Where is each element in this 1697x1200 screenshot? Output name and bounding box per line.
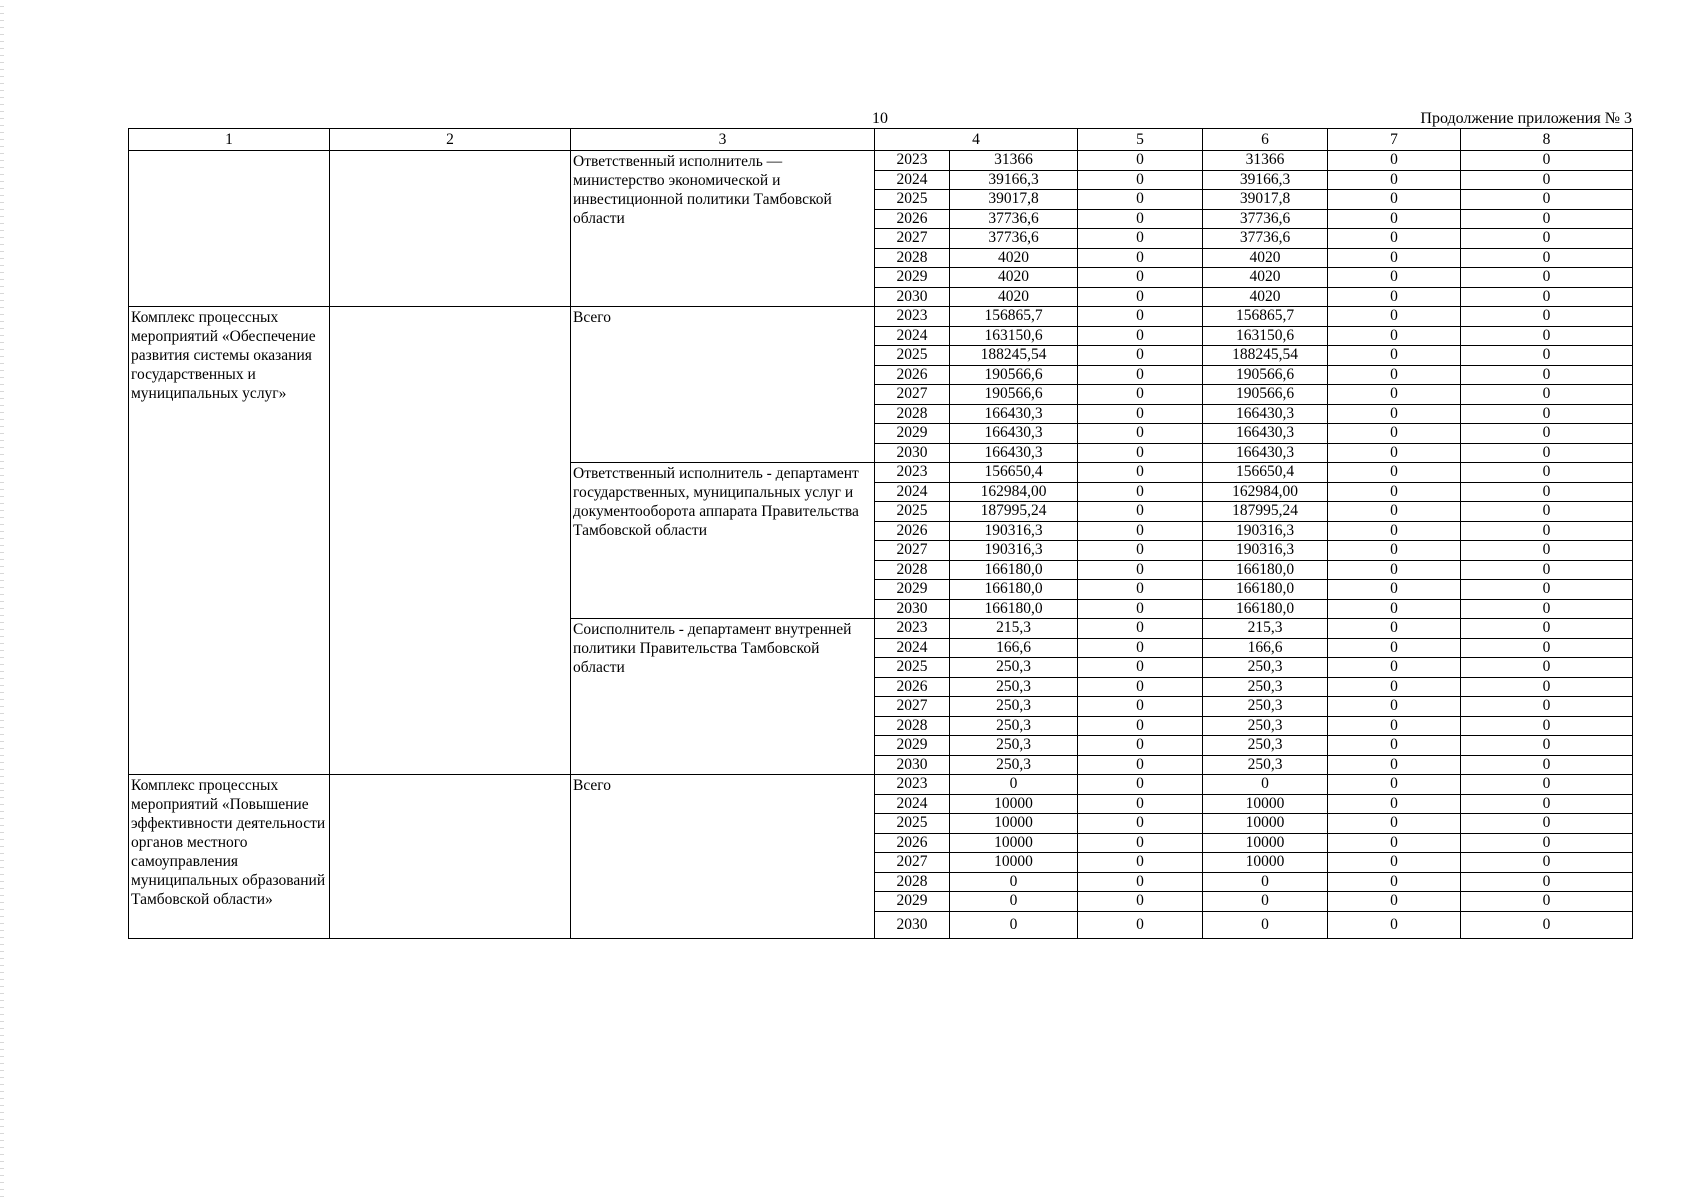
amount-col5-cell: 0	[1078, 151, 1203, 171]
year-cell: 2025	[875, 814, 950, 834]
amount-col7-cell: 0	[1328, 326, 1461, 346]
appendix-caption: Продолжение приложения № 3	[1420, 110, 1632, 127]
amount-col8-cell: 0	[1461, 385, 1633, 405]
amount-col7-cell: 0	[1328, 638, 1461, 658]
year-cell: 2024	[875, 638, 950, 658]
amount-col7-cell: 0	[1328, 814, 1461, 834]
page-number: 10	[872, 110, 888, 127]
amount-col6-cell: 0	[1203, 775, 1328, 795]
year-cell: 2028	[875, 716, 950, 736]
program-col2-cell	[330, 151, 571, 307]
header-row	[129, 129, 1633, 151]
amount-col6-cell: 166180,0	[1203, 560, 1328, 580]
year-cell: 2030	[875, 911, 950, 938]
program-name-cell	[129, 151, 330, 307]
amount-col4-cell: 162984,00	[950, 482, 1078, 502]
amount-col8-cell: 0	[1461, 521, 1633, 541]
amount-col4-cell: 190566,6	[950, 385, 1078, 405]
amount-col7-cell: 0	[1328, 677, 1461, 697]
amount-col7-cell: 0	[1328, 580, 1461, 600]
amount-col8-cell: 0	[1461, 872, 1633, 892]
amount-col4-cell: 166180,0	[950, 599, 1078, 619]
executor-cell: Ответственный исполнитель - департамент государственных, муниципальных услуг и документооборота аппарата Правительства Тамбовской области	[571, 463, 875, 619]
year-cell: 2024	[875, 170, 950, 190]
amount-col4-cell: 250,3	[950, 658, 1078, 678]
amount-col6-cell: 250,3	[1203, 755, 1328, 775]
amount-col8-cell: 0	[1461, 911, 1633, 938]
amount-col4-cell: 250,3	[950, 677, 1078, 697]
amount-col8-cell: 0	[1461, 287, 1633, 307]
amount-col8-cell: 0	[1461, 424, 1633, 444]
amount-col5-cell: 0	[1078, 463, 1203, 483]
amount-col7-cell: 0	[1328, 599, 1461, 619]
year-cell: 2025	[875, 502, 950, 522]
amount-col6-cell: 4020	[1203, 248, 1328, 268]
amount-col4-cell: 250,3	[950, 697, 1078, 717]
amount-col8-cell: 0	[1461, 853, 1633, 873]
amount-col4-cell: 190316,3	[950, 541, 1078, 561]
executor-cell: Соисполнитель - департамент внутренней политики Правительства Тамбовской области	[571, 619, 875, 775]
amount-col4-cell: 166430,3	[950, 404, 1078, 424]
amount-col6-cell: 187995,24	[1203, 502, 1328, 522]
amount-col4-cell: 10000	[950, 853, 1078, 873]
amount-col8-cell: 0	[1461, 443, 1633, 463]
amount-col7-cell: 0	[1328, 170, 1461, 190]
table-row	[129, 307, 1633, 327]
amount-col4-cell: 37736,6	[950, 229, 1078, 249]
year-cell: 2026	[875, 365, 950, 385]
amount-col8-cell: 0	[1461, 229, 1633, 249]
amount-col6-cell: 10000	[1203, 814, 1328, 834]
amount-col5-cell: 0	[1078, 287, 1203, 307]
amount-col5-cell: 0	[1078, 502, 1203, 522]
amount-col8-cell: 0	[1461, 404, 1633, 424]
program-name-cell: Комплекс процессных мероприятий «Повышение эффективности деятельности органов местного самоуправления муниципальных образований Тамбовской области»	[129, 775, 330, 939]
year-cell: 2029	[875, 736, 950, 756]
amount-col4-cell: 166180,0	[950, 580, 1078, 600]
amount-col8-cell: 0	[1461, 170, 1633, 190]
amount-col8-cell: 0	[1461, 190, 1633, 210]
amount-col8-cell: 0	[1461, 833, 1633, 853]
amount-col4-cell: 163150,6	[950, 326, 1078, 346]
scan-edge	[0, 0, 4, 1200]
program-col2-cell	[330, 775, 571, 939]
amount-col4-cell: 0	[950, 892, 1078, 912]
amount-col8-cell: 0	[1461, 463, 1633, 483]
amount-col6-cell: 190566,6	[1203, 365, 1328, 385]
amount-col6-cell: 166430,3	[1203, 443, 1328, 463]
amount-col6-cell: 250,3	[1203, 716, 1328, 736]
amount-col4-cell: 250,3	[950, 755, 1078, 775]
header-cell: 8	[1461, 129, 1633, 151]
amount-col4-cell: 4020	[950, 287, 1078, 307]
amount-col6-cell: 31366	[1203, 151, 1328, 171]
header-cell: 1	[129, 129, 330, 151]
amount-col7-cell: 0	[1328, 248, 1461, 268]
amount-col7-cell: 0	[1328, 755, 1461, 775]
year-cell: 2024	[875, 482, 950, 502]
amount-col7-cell: 0	[1328, 365, 1461, 385]
amount-col4-cell: 10000	[950, 833, 1078, 853]
amount-col6-cell: 215,3	[1203, 619, 1328, 639]
amount-col7-cell: 0	[1328, 424, 1461, 444]
amount-col5-cell: 0	[1078, 599, 1203, 619]
amount-col6-cell: 166430,3	[1203, 424, 1328, 444]
amount-col4-cell: 250,3	[950, 736, 1078, 756]
year-cell: 2025	[875, 658, 950, 678]
year-cell: 2029	[875, 424, 950, 444]
amount-col6-cell: 156650,4	[1203, 463, 1328, 483]
year-cell: 2026	[875, 833, 950, 853]
amount-col4-cell: 166430,3	[950, 424, 1078, 444]
amount-col5-cell: 0	[1078, 911, 1203, 938]
year-cell: 2030	[875, 443, 950, 463]
amount-col6-cell: 4020	[1203, 287, 1328, 307]
year-cell: 2028	[875, 248, 950, 268]
amount-col6-cell: 166180,0	[1203, 599, 1328, 619]
amount-col6-cell: 166,6	[1203, 638, 1328, 658]
amount-col4-cell: 39017,8	[950, 190, 1078, 210]
amount-col6-cell: 166180,0	[1203, 580, 1328, 600]
amount-col7-cell: 0	[1328, 697, 1461, 717]
amount-col8-cell: 0	[1461, 209, 1633, 229]
amount-col5-cell: 0	[1078, 190, 1203, 210]
amount-col8-cell: 0	[1461, 697, 1633, 717]
year-cell: 2026	[875, 677, 950, 697]
amount-col7-cell: 0	[1328, 541, 1461, 561]
amount-col5-cell: 0	[1078, 638, 1203, 658]
amount-col4-cell: 156650,4	[950, 463, 1078, 483]
amount-col4-cell: 187995,24	[950, 502, 1078, 522]
amount-col8-cell: 0	[1461, 541, 1633, 561]
amount-col5-cell: 0	[1078, 209, 1203, 229]
year-cell: 2027	[875, 385, 950, 405]
amount-col8-cell: 0	[1461, 677, 1633, 697]
year-cell: 2030	[875, 287, 950, 307]
year-cell: 2030	[875, 599, 950, 619]
year-cell: 2027	[875, 229, 950, 249]
year-cell: 2029	[875, 268, 950, 288]
amount-col7-cell: 0	[1328, 209, 1461, 229]
amount-col4-cell: 166180,0	[950, 560, 1078, 580]
amount-col5-cell: 0	[1078, 872, 1203, 892]
amount-col7-cell: 0	[1328, 482, 1461, 502]
amount-col7-cell: 0	[1328, 892, 1461, 912]
amount-col5-cell: 0	[1078, 775, 1203, 795]
year-cell: 2028	[875, 872, 950, 892]
amount-col5-cell: 0	[1078, 482, 1203, 502]
amount-col6-cell: 10000	[1203, 833, 1328, 853]
amount-col8-cell: 0	[1461, 151, 1633, 171]
amount-col4-cell: 39166,3	[950, 170, 1078, 190]
amount-col4-cell: 37736,6	[950, 209, 1078, 229]
year-cell: 2029	[875, 892, 950, 912]
amount-col5-cell: 0	[1078, 346, 1203, 366]
amount-col8-cell: 0	[1461, 775, 1633, 795]
amount-col7-cell: 0	[1328, 287, 1461, 307]
year-cell: 2024	[875, 794, 950, 814]
amount-col7-cell: 0	[1328, 443, 1461, 463]
amount-col4-cell: 215,3	[950, 619, 1078, 639]
header-cell: 6	[1203, 129, 1328, 151]
amount-col7-cell: 0	[1328, 229, 1461, 249]
amount-col5-cell: 0	[1078, 755, 1203, 775]
amount-col5-cell: 0	[1078, 560, 1203, 580]
amount-col5-cell: 0	[1078, 521, 1203, 541]
amount-col7-cell: 0	[1328, 716, 1461, 736]
amount-col7-cell: 0	[1328, 658, 1461, 678]
amount-col5-cell: 0	[1078, 814, 1203, 834]
year-cell: 2025	[875, 346, 950, 366]
amount-col5-cell: 0	[1078, 794, 1203, 814]
amount-col4-cell: 188245,54	[950, 346, 1078, 366]
year-cell: 2026	[875, 521, 950, 541]
amount-col5-cell: 0	[1078, 268, 1203, 288]
amount-col7-cell: 0	[1328, 872, 1461, 892]
amount-col6-cell: 190316,3	[1203, 541, 1328, 561]
amount-col4-cell: 156865,7	[950, 307, 1078, 327]
amount-col6-cell: 39017,8	[1203, 190, 1328, 210]
amount-col4-cell: 0	[950, 775, 1078, 795]
amount-col7-cell: 0	[1328, 502, 1461, 522]
amount-col7-cell: 0	[1328, 346, 1461, 366]
amount-col5-cell: 0	[1078, 833, 1203, 853]
amount-col8-cell: 0	[1461, 580, 1633, 600]
amount-col6-cell: 0	[1203, 911, 1328, 938]
header-cell: 5	[1078, 129, 1203, 151]
amount-col8-cell: 0	[1461, 736, 1633, 756]
amount-col4-cell: 4020	[950, 268, 1078, 288]
budget-table	[128, 128, 1633, 939]
table-row	[129, 151, 1633, 171]
amount-col5-cell: 0	[1078, 307, 1203, 327]
header-cell: 2	[330, 129, 571, 151]
amount-col8-cell: 0	[1461, 248, 1633, 268]
year-cell: 2023	[875, 775, 950, 795]
amount-col7-cell: 0	[1328, 833, 1461, 853]
year-cell: 2025	[875, 190, 950, 210]
amount-col8-cell: 0	[1461, 794, 1633, 814]
amount-col6-cell: 250,3	[1203, 677, 1328, 697]
amount-col8-cell: 0	[1461, 619, 1633, 639]
amount-col6-cell: 190316,3	[1203, 521, 1328, 541]
amount-col5-cell: 0	[1078, 619, 1203, 639]
header-cell: 4	[875, 129, 1078, 151]
amount-col5-cell: 0	[1078, 248, 1203, 268]
amount-col6-cell: 162984,00	[1203, 482, 1328, 502]
amount-col5-cell: 0	[1078, 716, 1203, 736]
amount-col7-cell: 0	[1328, 794, 1461, 814]
amount-col7-cell: 0	[1328, 307, 1461, 327]
year-cell: 2030	[875, 755, 950, 775]
amount-col7-cell: 0	[1328, 521, 1461, 541]
year-cell: 2027	[875, 541, 950, 561]
amount-col7-cell: 0	[1328, 268, 1461, 288]
amount-col6-cell: 10000	[1203, 794, 1328, 814]
year-cell: 2023	[875, 463, 950, 483]
year-cell: 2024	[875, 326, 950, 346]
amount-col6-cell: 166430,3	[1203, 404, 1328, 424]
amount-col7-cell: 0	[1328, 619, 1461, 639]
amount-col5-cell: 0	[1078, 892, 1203, 912]
program-col2-cell	[330, 307, 571, 775]
amount-col5-cell: 0	[1078, 697, 1203, 717]
year-cell: 2029	[875, 580, 950, 600]
amount-col8-cell: 0	[1461, 658, 1633, 678]
year-cell: 2023	[875, 619, 950, 639]
amount-col5-cell: 0	[1078, 424, 1203, 444]
amount-col8-cell: 0	[1461, 892, 1633, 912]
amount-col8-cell: 0	[1461, 502, 1633, 522]
amount-col7-cell: 0	[1328, 775, 1461, 795]
amount-col5-cell: 0	[1078, 385, 1203, 405]
amount-col5-cell: 0	[1078, 541, 1203, 561]
amount-col6-cell: 39166,3	[1203, 170, 1328, 190]
amount-col8-cell: 0	[1461, 716, 1633, 736]
amount-col4-cell: 190316,3	[950, 521, 1078, 541]
amount-col7-cell: 0	[1328, 736, 1461, 756]
amount-col4-cell: 4020	[950, 248, 1078, 268]
amount-col6-cell: 0	[1203, 892, 1328, 912]
year-cell: 2023	[875, 307, 950, 327]
amount-col6-cell: 0	[1203, 872, 1328, 892]
amount-col5-cell: 0	[1078, 229, 1203, 249]
amount-col4-cell: 0	[950, 911, 1078, 938]
amount-col5-cell: 0	[1078, 580, 1203, 600]
year-cell: 2023	[875, 151, 950, 171]
amount-col7-cell: 0	[1328, 385, 1461, 405]
header-cell: 3	[571, 129, 875, 151]
amount-col6-cell: 190566,6	[1203, 385, 1328, 405]
header-cell: 7	[1328, 129, 1461, 151]
year-cell: 2028	[875, 560, 950, 580]
amount-col8-cell: 0	[1461, 638, 1633, 658]
executor-cell: Ответственный исполнитель — министерство экономической и инвестиционной политики Тамбовской области	[571, 151, 875, 307]
amount-col6-cell: 250,3	[1203, 697, 1328, 717]
amount-col4-cell: 31366	[950, 151, 1078, 171]
amount-col8-cell: 0	[1461, 365, 1633, 385]
amount-col5-cell: 0	[1078, 365, 1203, 385]
program-name-cell: Комплекс процессных мероприятий «Обеспечение развития системы оказания государственных и муниципальных услуг»	[129, 307, 330, 775]
amount-col6-cell: 163150,6	[1203, 326, 1328, 346]
amount-col5-cell: 0	[1078, 736, 1203, 756]
amount-col5-cell: 0	[1078, 853, 1203, 873]
amount-col8-cell: 0	[1461, 814, 1633, 834]
amount-col6-cell: 4020	[1203, 268, 1328, 288]
amount-col5-cell: 0	[1078, 658, 1203, 678]
year-cell: 2028	[875, 404, 950, 424]
amount-col7-cell: 0	[1328, 560, 1461, 580]
amount-col4-cell: 166430,3	[950, 443, 1078, 463]
year-cell: 2027	[875, 697, 950, 717]
amount-col4-cell: 166,6	[950, 638, 1078, 658]
amount-col8-cell: 0	[1461, 755, 1633, 775]
amount-col6-cell: 10000	[1203, 853, 1328, 873]
amount-col5-cell: 0	[1078, 404, 1203, 424]
amount-col5-cell: 0	[1078, 443, 1203, 463]
amount-col5-cell: 0	[1078, 677, 1203, 697]
amount-col7-cell: 0	[1328, 463, 1461, 483]
amount-col4-cell: 250,3	[950, 716, 1078, 736]
amount-col4-cell: 0	[950, 872, 1078, 892]
table-row	[129, 775, 1633, 795]
amount-col7-cell: 0	[1328, 190, 1461, 210]
amount-col8-cell: 0	[1461, 560, 1633, 580]
amount-col6-cell: 156865,7	[1203, 307, 1328, 327]
amount-col6-cell: 37736,6	[1203, 209, 1328, 229]
amount-col7-cell: 0	[1328, 151, 1461, 171]
amount-col6-cell: 250,3	[1203, 736, 1328, 756]
amount-col8-cell: 0	[1461, 268, 1633, 288]
table-body	[129, 129, 1633, 939]
executor-cell: Всего	[571, 307, 875, 463]
amount-col5-cell: 0	[1078, 170, 1203, 190]
amount-col8-cell: 0	[1461, 482, 1633, 502]
amount-col5-cell: 0	[1078, 326, 1203, 346]
amount-col4-cell: 10000	[950, 814, 1078, 834]
amount-col7-cell: 0	[1328, 911, 1461, 938]
amount-col7-cell: 0	[1328, 853, 1461, 873]
amount-col6-cell: 250,3	[1203, 658, 1328, 678]
year-cell: 2027	[875, 853, 950, 873]
amount-col4-cell: 10000	[950, 794, 1078, 814]
amount-col8-cell: 0	[1461, 599, 1633, 619]
amount-col8-cell: 0	[1461, 326, 1633, 346]
amount-col8-cell: 0	[1461, 307, 1633, 327]
amount-col8-cell: 0	[1461, 346, 1633, 366]
amount-col6-cell: 37736,6	[1203, 229, 1328, 249]
amount-col6-cell: 188245,54	[1203, 346, 1328, 366]
year-cell: 2026	[875, 209, 950, 229]
amount-col4-cell: 190566,6	[950, 365, 1078, 385]
executor-cell: Всего	[571, 775, 875, 939]
amount-col7-cell: 0	[1328, 404, 1461, 424]
